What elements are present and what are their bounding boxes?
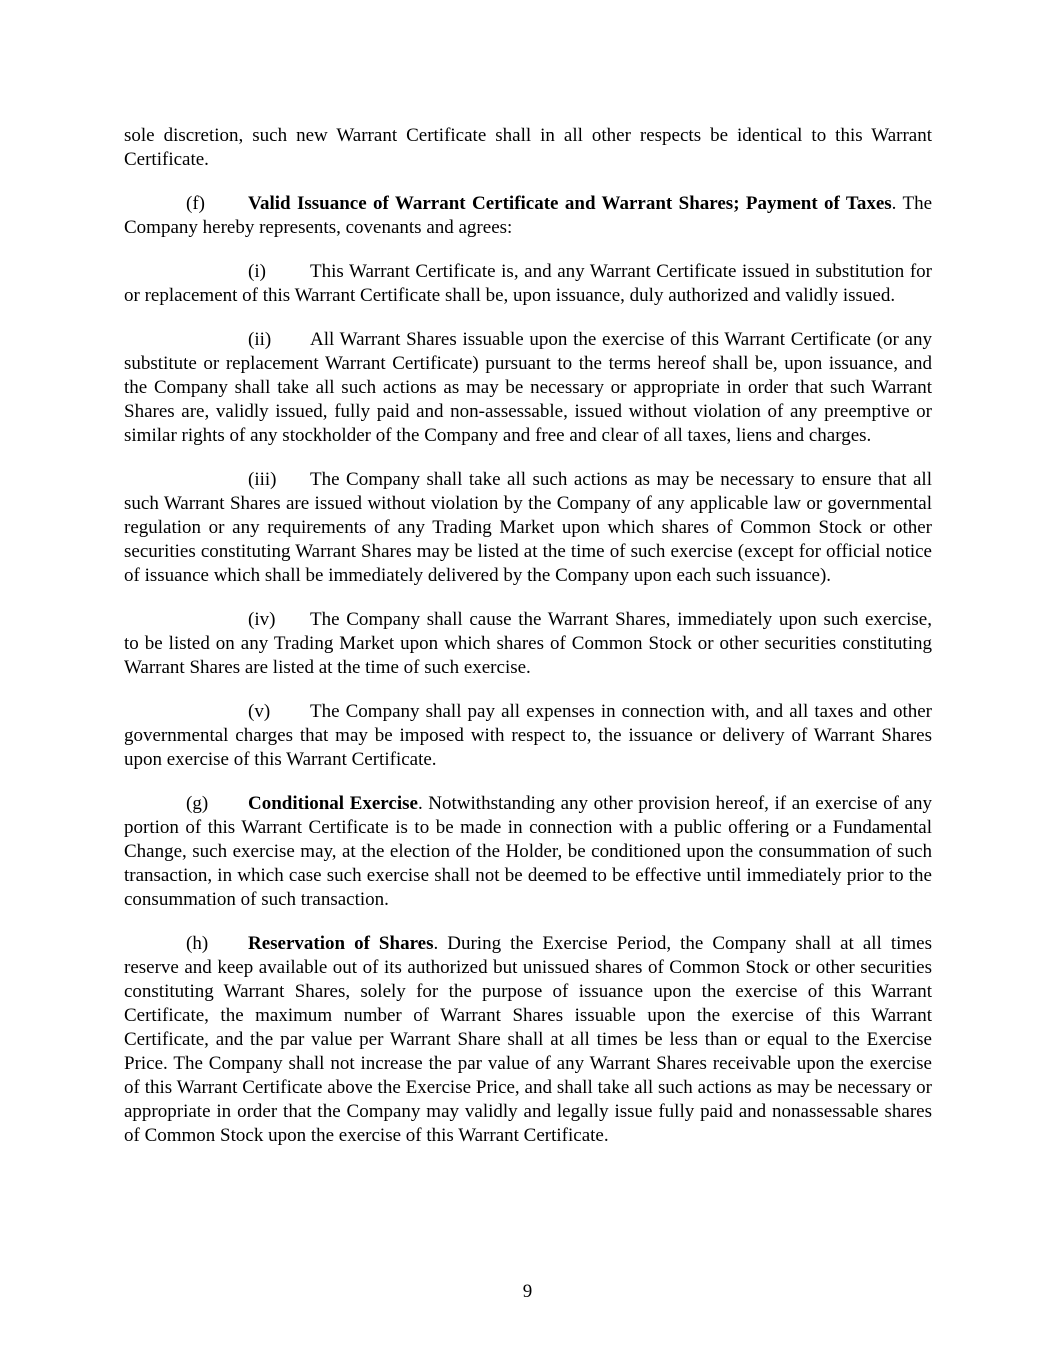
section-h-paragraph [124, 932, 932, 1148]
item-marker: (iii) [248, 469, 277, 490]
item-marker: (v) [248, 701, 271, 722]
section-f-item [124, 608, 932, 680]
section-g-text: . Notwithstanding any other provision hereof, if an exercise of any portion of this Warrant Certificate is to be made in connection with a public offering or a Fundamental Change, such exercise may, at the election of the Holder, be conditioned upon the consummation of such transaction, in which case such exercise shall not be deemed to be effective until immediately prior to the consummation of such transaction. [124, 793, 932, 910]
section-f-item [124, 700, 932, 772]
item-text: The Company shall take all such actions as may be necessary to ensure that all such Warrant Shares are issued without violation by the Company of any applicable law or governmental regulation or any requirements of any Trading Market upon which shares of Common Stock or other securities constituting Warrant Shares may be listed at the time of such exercise (except for official notice of issuance which shall be immediately delivered by the Company upon each such issuance). [124, 469, 932, 586]
item-text: The Company shall pay all expenses in connection with, and all taxes and other governmental charges that may be imposed with respect to, the issuance or delivery of Warrant Shares upon exercise of this Warrant Certificate. [124, 701, 932, 770]
section-f-paragraph [124, 192, 932, 240]
item-marker: (i) [248, 261, 266, 282]
page-number: 9 [522, 1281, 533, 1302]
section-f-heading: Valid Issuance of Warrant Certificate and Warrant Shares; Payment of Taxes [248, 193, 892, 214]
section-f-item [124, 468, 932, 588]
item-marker: (iv) [248, 609, 276, 630]
section-g-paragraph [124, 792, 932, 912]
item-text: This Warrant Certificate is, and any Warrant Certificate issued in substitution for or replacement of this Warrant Certificate shall be, upon issuance, duly authorized and validly issued. [124, 261, 932, 306]
item-marker: (ii) [248, 329, 272, 350]
section-g-marker: (g) [186, 793, 209, 814]
section-g-heading: Conditional Exercise [248, 793, 418, 814]
section-h-marker: (h) [186, 933, 209, 954]
section-f-text: . The Company hereby represents, covenants and agrees: [124, 193, 932, 238]
item-text: All Warrant Shares issuable upon the exercise of this Warrant Certificate (or any substitute or replacement Warrant Certificate) pursuant to the terms hereof shall be, upon issuance, and the Company shall take all such actions as may be necessary or appropriate in order that such Warrant Shares are, validly issued, fully paid and non-assessable, issued without violation of any preemptive or similar rights of any stockholder of the Company and free and clear of all taxes, liens and charges. [124, 329, 932, 446]
document-page [124, 124, 932, 1148]
section-h-heading: Reservation of Shares [248, 933, 434, 954]
intro-paragraph: sole discretion, such new Warrant Certificate shall in all other respects be identical to this Warrant Certificate. [124, 125, 932, 170]
section-h-text: . During the Exercise Period, the Company shall at all times reserve and keep available out of its authorized but unissued shares of Common Stock or other securities constituting Warrant Shares, solely for the purpose of issuance upon the exercise of this Warrant Certificate, the maximum number of Warrant Shares issuable upon the exercise of this Warrant Certificate, and the par value per Warrant Share shall at all times be less than or equal to the Exercise Price. The Company shall not increase the par value of any Warrant Shares receivable upon the exercise of this Warrant Certificate above the Exercise Price, and shall take all such actions as may be necessary or appropriate in order that the Company may validly and legally issue fully paid and nonassessable shares of Common Stock upon the exercise of this Warrant Certificate. [124, 933, 933, 1146]
section-f-item [124, 328, 932, 448]
section-f-marker: (f) [186, 193, 205, 214]
item-text: The Company shall cause the Warrant Shares, immediately upon such exercise, to be listed on any Trading Market upon which shares of Common Stock or other securities constituting Warrant Shares are listed at the time of such exercise. [124, 609, 932, 678]
section-f-item [124, 260, 932, 308]
